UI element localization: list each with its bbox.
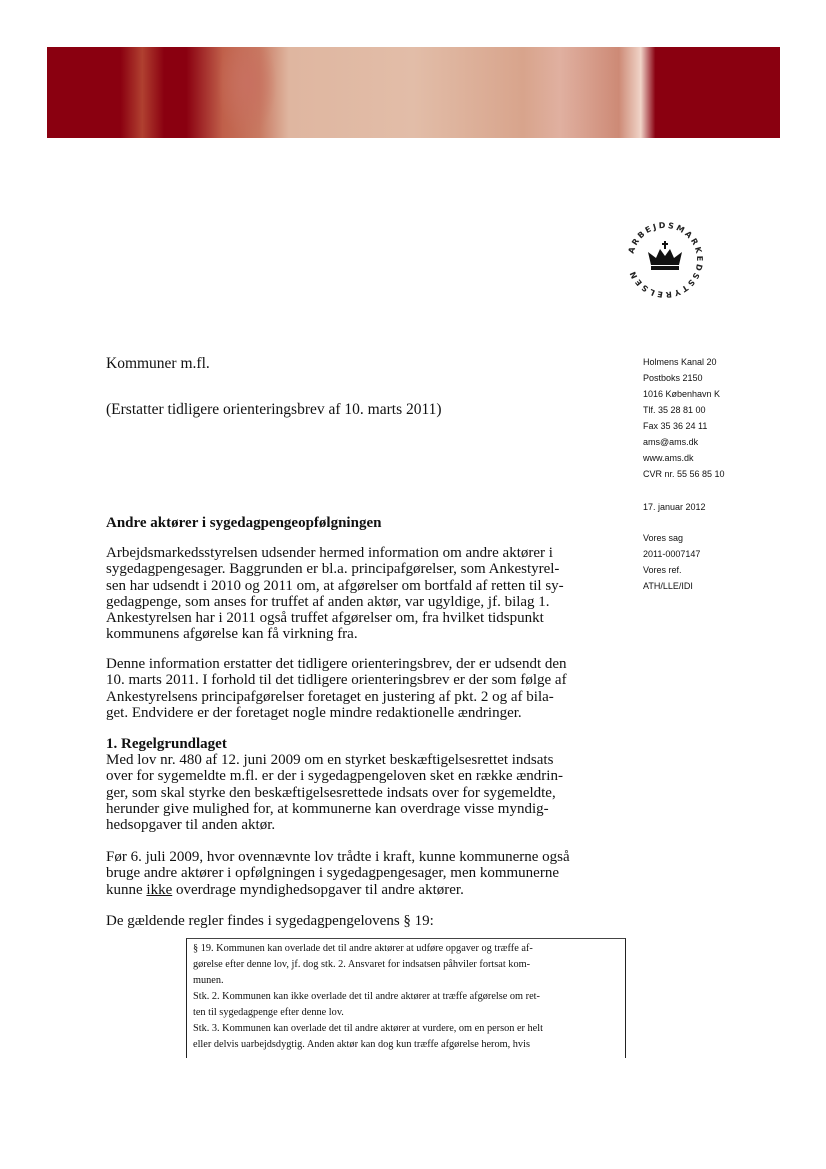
recipient: Kommuner m.fl.	[106, 355, 210, 372]
paragraph-1	[106, 545, 564, 643]
quote-line: eller delvis uarbejdsdygtig. Anden aktør kan dog kun træffe afgørelse herom, hvis	[193, 1039, 530, 1050]
text-line: sen har udsendt i 2010 og 2011 om, at afgørelser om bortfald af retten til sy-	[106, 577, 564, 594]
quote-line: Stk. 2. Kommunen kan ikke overlade det til andre aktører at træffe afgørelse om ret-	[193, 991, 540, 1002]
quote-line: munen.	[193, 975, 224, 986]
text-segment: overdrage myndighedsopgaver til andre aktører.	[172, 881, 464, 898]
cvr-number: CVR nr. 55 56 85 10	[643, 469, 725, 479]
quote-line: § 19. Kommunen kan overlade det til andre aktører at udføre opgaver og træffe af-	[193, 943, 533, 954]
ref-value: ATH/LLE/IDI	[643, 581, 693, 591]
text-line: Med lov nr. 480 af 12. juni 2009 om en styrket beskæftigelsesrettet indsats	[106, 752, 554, 768]
text-line: gedagpenge, som anses for truffet af anden aktør, var ugyldige, jf. bilag 1.	[106, 593, 550, 610]
text-line: get. Endvidere er der foretaget nogle mindre redaktionelle ændringer.	[106, 704, 522, 721]
ref-label: Vores ref.	[643, 565, 682, 575]
website-link[interactable]: www.ams.dk	[643, 453, 694, 463]
paragraph-2	[106, 656, 567, 721]
address-line: Postboks 2150	[643, 373, 703, 383]
paragraph-3	[106, 752, 563, 833]
crown-seal-logo	[620, 215, 710, 305]
text-line: Ankestyrelsens principafgørelser foretaget en justering af pkt. 2 og af bila-	[106, 688, 554, 705]
text-line: Ankestyrelsen har i 2011 også truffet afgørelser om, fra hvilket tidspunkt	[106, 610, 544, 627]
case-label: Vores sag	[643, 533, 684, 543]
text-line: Arbejdsmarkedsstyrelsen udsender hermed information om andre aktører i	[106, 545, 553, 561]
fax: Fax 35 36 24 11	[643, 421, 708, 431]
text-line: 10. marts 2011. I forhold til det tidligere orienteringsbrev er der som følge af	[106, 672, 567, 689]
replaces-note: (Erstatter tidligere orienteringsbrev af 10. marts 2011)	[106, 401, 442, 418]
svg-text:ARBEJDSMARKEDSSTYRELSEN: ARBEJDSMARKEDSSTYRELSEN	[626, 220, 705, 300]
sender-address	[643, 354, 725, 482]
quote-line: ten til sygedagpenge efter denne lov.	[193, 1007, 344, 1018]
text-line: kommunens afgørelse kan få virkning fra.	[106, 626, 358, 643]
law-quote-box	[186, 938, 626, 1058]
underlined-word: ikke	[146, 881, 173, 898]
quote-line: Stk. 3. Kommunen kan overlade det til andre aktører at vurdere, om en person er helt	[193, 1023, 543, 1034]
address-line: 1016 København K	[643, 389, 721, 399]
text-line: Denne information erstatter det tidligere orienteringsbrev, der er udsendt den	[106, 656, 567, 672]
text-segment: kunne	[106, 881, 147, 898]
text-line: Før 6. juli 2009, hvor ovennævnte lov trådte i kraft, kunne kommunerne også	[106, 849, 570, 865]
paragraph-5: De gældende regler findes i sygedagpengelovens § 19:	[106, 913, 434, 929]
case-number: 2011-0007147	[643, 549, 701, 559]
text-line: ger, som skal styrke den beskæftigelsesrettede indsats over for sygemeldte,	[106, 784, 556, 801]
case-info	[643, 530, 700, 594]
text-line: over for sygemeldte m.fl. er der i sygedagpengeloven sket en række ændrin-	[106, 768, 563, 785]
letter-date: 17. januar 2012	[643, 502, 706, 512]
text-line	[106, 882, 570, 898]
quote-line: gørelse efter denne lov, jf. dog stk. 2. Ansvaret for indsatsen påhviler fortsat kom-	[193, 959, 531, 970]
address-line: Holmens Kanal 20	[643, 357, 717, 367]
text-line: herunder give mulighed for, at kommunerne kan overdrage visse myndig-	[106, 800, 549, 817]
paragraph-4	[106, 849, 570, 898]
text-line: hedsopgaver til anden aktør.	[106, 817, 276, 834]
text-line: bruge andre aktører i opfølgningen i sygedagpengesager, men kommunerne	[106, 865, 559, 882]
letter-title: Andre aktører i sygedagpengeopfølgningen	[106, 515, 382, 531]
phone: Tlf. 35 28 81 00	[643, 405, 706, 415]
header-banner-image	[47, 47, 780, 138]
section-heading: 1. Regelgrundlaget	[106, 736, 227, 752]
email-link[interactable]: ams@ams.dk	[643, 437, 699, 447]
text-line: sygedagpengesager. Baggrunden er bl.a. principafgørelser, som Ankestyrel-	[106, 561, 560, 578]
